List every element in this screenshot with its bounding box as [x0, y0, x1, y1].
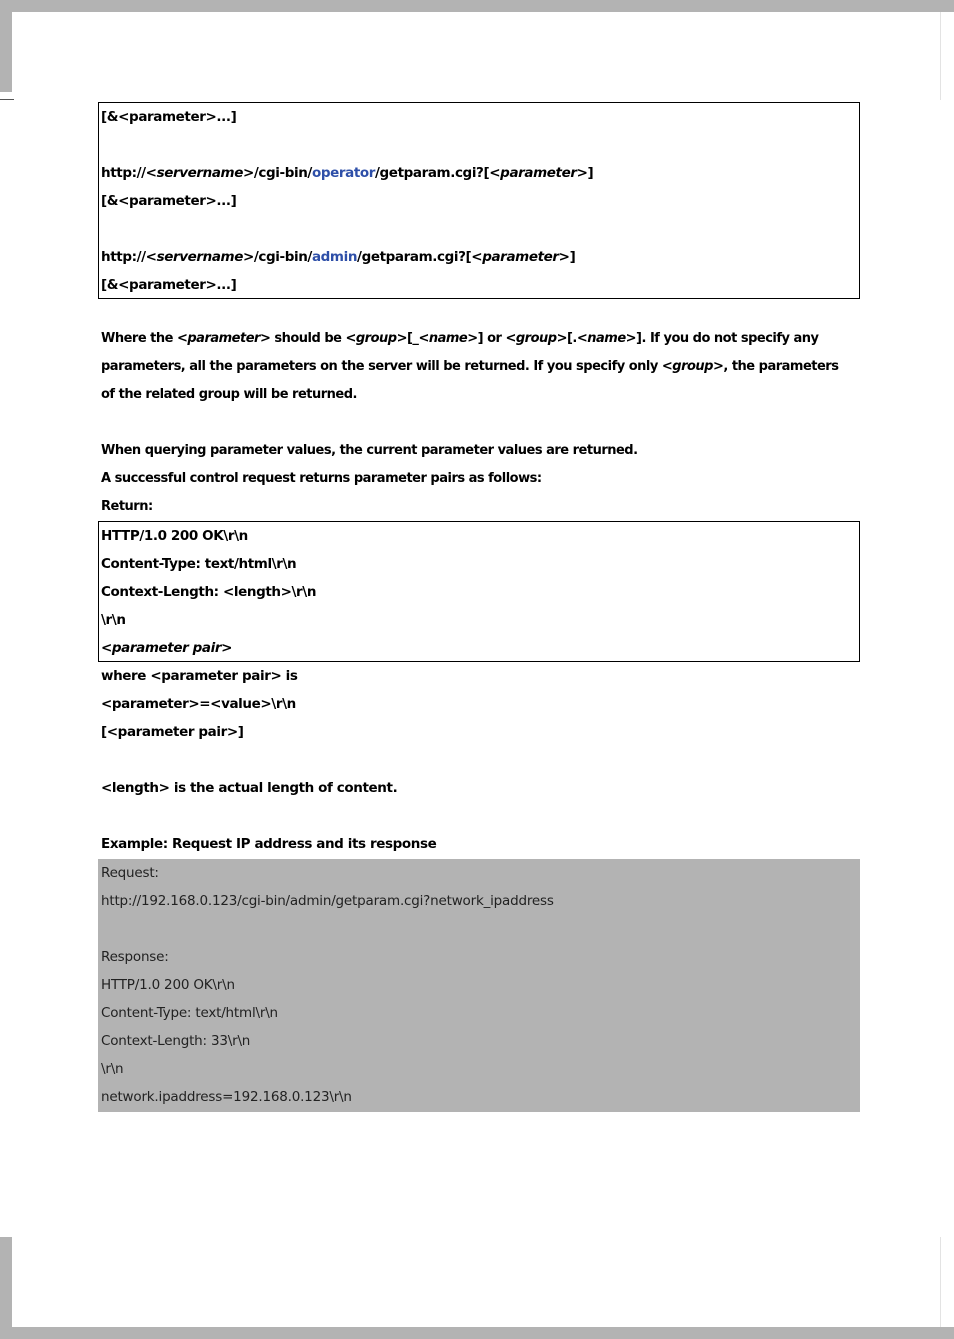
page-margin-tick — [0, 99, 14, 100]
parameter-description: Where the <parameter> should be <group>[_<name>] or <group>[.<name>]. If you do not specify any parameters, all the parameters on the server will be returned. If you specify only <group>, the parameters of the related group will be returned. When querying parameter values, the current parameter values are returned. A successful control request returns parameter pairs as follows: Return: — [98, 325, 860, 521]
page-bottom-border — [0, 1327, 954, 1339]
example-code-block: Request: http://192.168.0.123/cgi-bin/admin/getparam.cgi?network_ipaddress Response: HTTP/1.0 200 OK\r\n Content-Type: text/html\r\n Context-Length: 33\r\n \r\n network.ipaddress=192.168.0.123\r\n — [98, 859, 860, 1112]
syntax-line: [&<parameter>...] — [101, 109, 237, 125]
success-description: A successful control request returns parameter pairs as follows: — [101, 471, 542, 486]
return-box: HTTP/1.0 200 OK\r\n Content-Type: text/html\r\n Context-Length: <length>\r\n \r\n <parameter pair> — [98, 521, 860, 662]
admin-link[interactable]: admin — [311, 249, 358, 265]
operator-link[interactable]: operator — [311, 165, 376, 181]
syntax-line: [&<parameter>...] — [101, 193, 237, 209]
return-notes: where <parameter pair> is <parameter>=<value>\r\n [<parameter pair>] <length> is the actual length of content. Example: Request IP address and its response — [98, 662, 860, 858]
operator-url-line: http://<servername>/cgi-bin/operator/getparam.cgi?[<parameter>] — [101, 165, 594, 181]
page-left-border-top — [0, 0, 12, 92]
syntax-line: [&<parameter>...] — [101, 277, 237, 293]
syntax-box — [98, 102, 860, 299]
page-top-border — [0, 0, 954, 12]
page-right-edge-top — [940, 12, 941, 100]
query-description: When querying parameter values, the current parameter values are returned. — [101, 443, 638, 458]
example-request-url: http://192.168.0.123/cgi-bin/admin/getparam.cgi?network_ipaddress — [101, 893, 554, 909]
page-left-border-bottom — [0, 1237, 12, 1339]
page-right-edge-bottom — [940, 1237, 941, 1327]
document-content — [98, 102, 860, 1112]
admin-url-line: http://<servername>/cgi-bin/admin/getparam.cgi?[<parameter>] — [101, 249, 576, 265]
return-label: Return: — [101, 499, 153, 514]
example-heading: Example: Request IP address and its response — [101, 836, 437, 852]
